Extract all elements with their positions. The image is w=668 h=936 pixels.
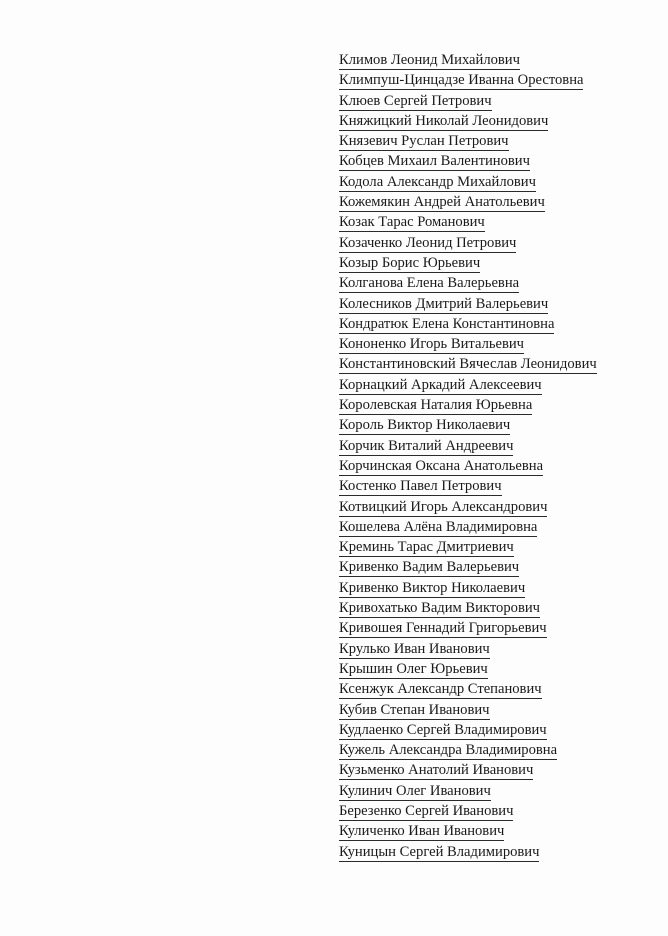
list-item <box>339 151 597 171</box>
list-item <box>339 91 597 111</box>
name-text: Кобцев Михаил Валентинович <box>339 153 530 170</box>
list-item <box>339 639 597 659</box>
name-text: Корчинская Оксана Анатольевна <box>339 457 544 474</box>
name-text: Котвицкий Игорь Александрович <box>339 498 548 515</box>
list-item <box>339 415 597 435</box>
name-text: Кривохатько Вадим Викторович <box>339 600 540 617</box>
list-item <box>339 659 597 679</box>
name-text: Кожемякин Андрей Анатольевич <box>339 194 545 211</box>
list-item <box>339 821 597 841</box>
name-text: Кошелева Алёна Владимировна <box>339 518 538 535</box>
list-item <box>339 456 597 476</box>
list-item <box>339 740 597 760</box>
name-text: Колганова Елена Валерьевна <box>339 275 520 292</box>
name-text: Кодола Александр Михайлович <box>339 173 536 190</box>
list-item <box>339 334 597 354</box>
list-item <box>339 70 597 90</box>
name-text: Козак Тарас Романович <box>339 214 485 231</box>
list-item <box>339 720 597 740</box>
list-item <box>339 598 597 618</box>
name-text: Король Виктор Николаевич <box>339 417 511 434</box>
list-item <box>339 294 597 314</box>
list-item <box>339 476 597 496</box>
name-text: Костенко Павел Петрович <box>339 478 502 495</box>
list-item <box>339 354 597 374</box>
list-item <box>339 50 597 70</box>
list-item <box>339 497 597 517</box>
list-item <box>339 131 597 151</box>
list-item <box>339 557 597 577</box>
name-text: Кужель Александра Владимировна <box>339 742 558 759</box>
name-text: Кузьменко Анатолий Иванович <box>339 762 534 779</box>
list-item <box>339 233 597 253</box>
list-item <box>339 212 597 232</box>
name-text: Климов Леонид Михайлович <box>339 52 520 68</box>
name-text: Кондратюк Елена Константиновна <box>339 315 555 332</box>
list-item <box>339 801 597 821</box>
name-text: Кононенко Игорь Витальевич <box>339 336 525 353</box>
list-item <box>339 781 597 801</box>
name-text: Кривенко Виктор Николаевич <box>339 579 526 596</box>
list-item <box>339 395 597 415</box>
list-item <box>339 760 597 780</box>
list-item <box>339 375 597 395</box>
list-item <box>339 436 597 456</box>
list-item <box>339 618 597 638</box>
name-list <box>339 50 597 862</box>
name-text: Кривенко Вадим Валерьевич <box>339 559 520 576</box>
name-text: Креминь Тарас Дмитриевич <box>339 539 514 556</box>
list-item <box>339 192 597 212</box>
name-text: Князевич Руслан Петрович <box>339 133 509 150</box>
name-text: Козаченко Леонид Петрович <box>339 234 517 251</box>
name-text: Константиновский Вячеслав Леонидович <box>339 356 597 373</box>
name-text: Кривошея Геннадий Григорьевич <box>339 620 547 637</box>
name-text: Крулько Иван Иванович <box>339 640 490 657</box>
list-item <box>339 679 597 699</box>
list-item <box>339 517 597 537</box>
name-text: Кубив Степан Иванович <box>339 701 490 718</box>
name-text: Куницын Сергей Владимирович <box>339 843 540 860</box>
name-text: Княжицкий Николай Леонидович <box>339 112 549 129</box>
list-item <box>339 111 597 131</box>
name-text: Ксенжук Александр Степанович <box>339 681 542 698</box>
list-item <box>339 700 597 720</box>
name-text: Климпуш-Цинцадзе Иванна Орестовна <box>339 72 584 89</box>
list-item <box>339 253 597 273</box>
name-text: Клюев Сергей Петрович <box>339 92 492 109</box>
name-text: Колесников Дмитрий Валерьевич <box>339 295 549 312</box>
name-text: Корчик Виталий Андреевич <box>339 437 514 454</box>
list-item <box>339 314 597 334</box>
name-text: Королевская Наталия Юрьевна <box>339 397 533 414</box>
name-text: Березенко Сергей Иванович <box>339 802 514 819</box>
list-item <box>339 537 597 557</box>
name-text: Козыр Борис Юрьевич <box>339 254 481 271</box>
name-text: Куличенко Иван Иванович <box>339 823 505 840</box>
name-text: Корнацкий Аркадий Алексеевич <box>339 376 542 393</box>
name-text: Крышин Олег Юрьевич <box>339 660 488 677</box>
list-item <box>339 172 597 192</box>
list-item <box>339 578 597 598</box>
name-text: Кулинич Олег Иванович <box>339 782 491 799</box>
name-text: Кудлаенко Сергей Владимирович <box>339 721 547 738</box>
list-item <box>339 273 597 293</box>
list-item <box>339 842 597 862</box>
